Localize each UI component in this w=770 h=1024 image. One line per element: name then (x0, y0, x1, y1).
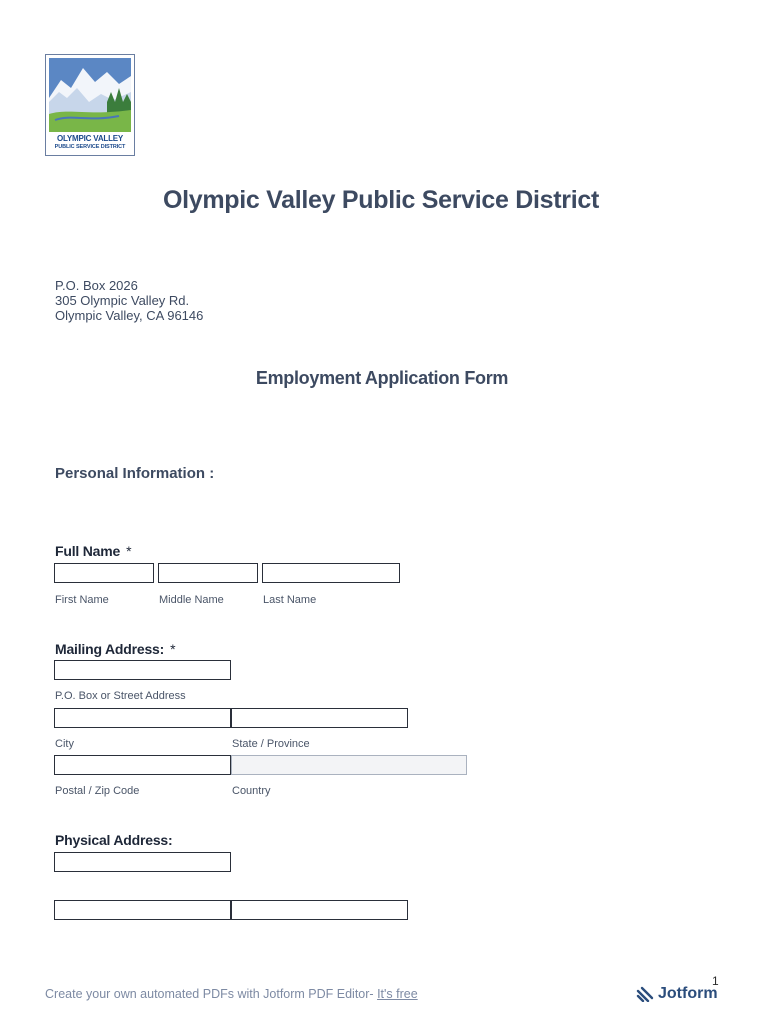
physical-city-input[interactable] (54, 900, 231, 920)
required-mark: * (126, 543, 132, 559)
address-line-3: Olympic Valley, CA 96146 (55, 308, 204, 323)
address-line-1: P.O. Box 2026 (55, 278, 138, 293)
logo-line-1: OLYMPIC VALLEY (56, 134, 124, 143)
mailing-address-label-text: Mailing Address: (55, 641, 165, 657)
physical-street-input[interactable] (54, 852, 231, 872)
form-title: Employment Application Form (255, 368, 509, 388)
country-select[interactable] (231, 755, 467, 775)
required-mark: * (170, 641, 176, 657)
jotform-brand[interactable] (636, 985, 718, 1003)
mountain-landscape-icon (49, 58, 131, 132)
jotform-logo-icon (636, 986, 654, 1002)
postal-code-input[interactable] (54, 755, 231, 775)
its-free-link[interactable]: It's free (377, 987, 418, 1001)
state-province-sublabel: State / Province (232, 738, 310, 750)
last-name-sublabel: Last Name (263, 594, 317, 606)
address-line-2: 305 Olympic Valley Rd. (55, 293, 190, 308)
page-number: 1 (712, 974, 719, 988)
city-sublabel: City (55, 738, 74, 750)
state-province-input[interactable] (231, 708, 408, 728)
jotform-brand-text: Jotform (658, 985, 718, 1002)
last-name-input[interactable] (262, 563, 400, 583)
full-name-label-text: Full Name (55, 543, 121, 559)
first-name-input[interactable] (54, 563, 154, 583)
logo-line-2: PUBLIC SERVICE DISTRICT (54, 144, 126, 150)
street-address-sublabel: P.O. Box or Street Address (55, 690, 186, 702)
city-input[interactable] (54, 708, 231, 728)
mailing-address-label (55, 641, 175, 657)
district-logo (45, 54, 135, 156)
physical-address-label: Physical Address: (55, 832, 173, 848)
footer-promo (45, 987, 418, 1001)
country-sublabel: Country (232, 785, 271, 797)
postal-code-sublabel: Postal / Zip Code (55, 785, 140, 797)
middle-name-sublabel: Middle Name (159, 594, 224, 606)
middle-name-input[interactable] (158, 563, 258, 583)
section-heading: Personal Information : (55, 465, 215, 482)
full-name-label (55, 543, 131, 559)
street-address-input[interactable] (54, 660, 231, 680)
organization-address (55, 278, 203, 323)
footer-promo-text: Create your own automated PDFs with Jotform PDF Editor- (45, 987, 378, 1001)
physical-state-input[interactable] (231, 900, 408, 920)
first-name-sublabel: First Name (55, 594, 109, 606)
organization-title: Olympic Valley Public Service District (162, 186, 600, 214)
